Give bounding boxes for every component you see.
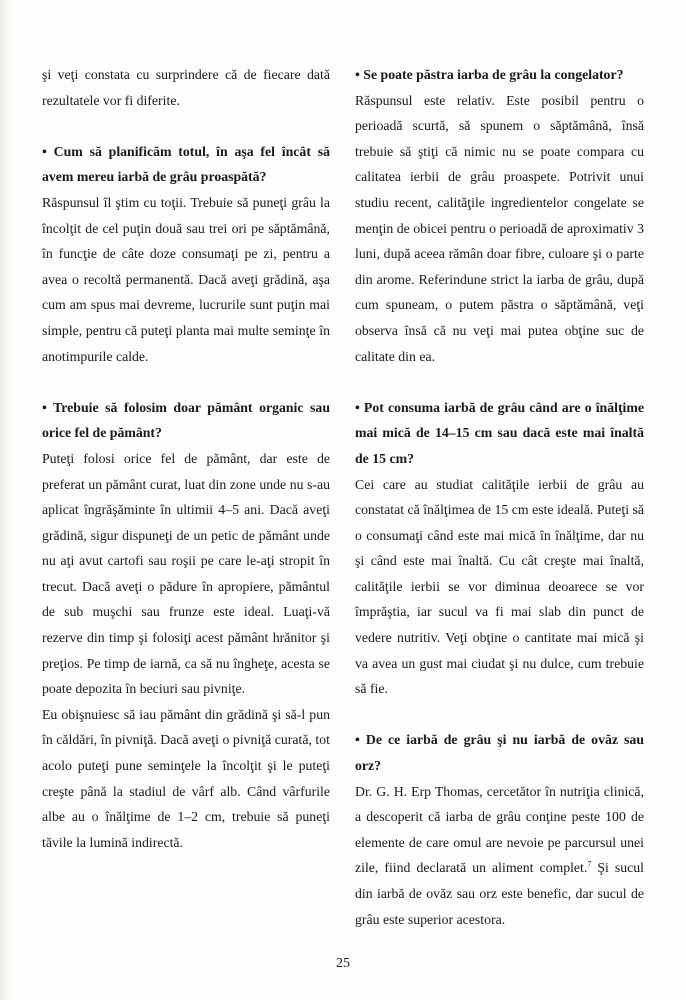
intro-paragraph: şi veţi constata cu surprindere că de fiecare dată rezultatele vor fi diferite. [42,67,330,108]
footnote-marker: 7 [587,859,592,869]
answer-paragraph: Răspunsul îl ştim cu toţii. Trebuie să puneţi grâu la încolţit de cel puţin două sau trei ori pe săptămână, în funcţie de câte doze consumaţi pe zi, pentru a avea o recoltă permanentă. Dacă aveţi grădină, aşa cum am spus mai devreme, lucrurile sunt puţin mai simple, pentru că puteţi planta mai multe seminţe în anotimpurile calde. [42,194,330,364]
question-heading: • Cum să planificăm totul, în aşa fel încât să avem mereu iarbă de grâu proaspătă? [42,143,330,185]
page-number: 25 [336,956,350,971]
answer-paragraph: Cei care au studiat calităţile ierbii de grâu au constatat că înălţimea de 15 cm este ideală. Puteţi să o consumaţi când este mai mică în înălţime, dar nu şi când este mai înaltă. Cu cât creşte mai înaltă, calităţile ierbii se vor diminua deoarece se vor împrăştia, iar sucul va fi mai slab din punct de vedere nutritiv. Veţi obţine o cantitate mai mică şi va avea un gust mai ciudat şi nu dulce, cum trebuie să fie. [355,476,644,697]
question-heading: • Se poate păstra iarba de grâu la congelator? [355,67,624,82]
answer-text: Şi sucul din iarbă de ovăz sau orz este benefic, dar sucul de grâu este superior acestora. [355,860,645,927]
answer-text: Dr. G. H. Erp Thomas, cercetător în nutriţia clinică, a descoperit că iarba de grâu conţine peste 100 de elemente de care omul are nevoie pe parcursul unei zile, fiind declarată un aliment complet. [355,783,644,876]
question-heading: • Trebuie să folosim doar pământ organic sau orice fel de pământ? [42,399,330,441]
page-edge-shadow [0,0,12,1000]
question-heading: • De ce iarbă de grâu şi nu iarbă de ovăz sau orz? [355,732,644,774]
answer-paragraph: Răspunsul este relativ. Este posibil pentru o perioadă scurtă, să spunem o săptămână, însă trebuie să ştiţi că nimic nu se poate compara cu calitatea ierbii de grâu proaspete. Potrivit unui studiu recent, calităţile ingredientelor congelate se menţin de obicei pentru o perioadă de aproximativ 3 luni, după aceea rămân doar fibre, culoare şi o parte din arome. Referindune strict la iarba de grâu, după cum spuneam, o putem păstra o săptămână, veţi observa însă că nu veţi mai putea obţine suc de calitate din ea. [355,92,644,364]
right-column [355,62,644,932]
question-heading: • Pot consuma iarbă de grâu când are o înălţime mai mică de 14–15 cm sau dacă este mai înaltă de 15 cm? [355,399,644,466]
answer-paragraph: Puteţi folosi orice fel de pământ, dar este de preferat un pământ curat, luat din zone unde nu s-au aplicat îngrăşăminte în ultimii 4–5 ani. Dacă aveţi grădină, sigur dispuneţi de un petic de pământ unde nu aţi avut cartofi sau roşii pe care le-aţi stropit în trecut. Dacă aveţi o pădure în apropiere, pământul de sub muşchi sau frunze este ideal. Luaţi-vă rezerve din timp şi folosiţi acest pământ hrănitor şi preţios. Pe timp de iarnă, ca să nu îngheţe, acesta se poate depozita în beciuri sau pivniţe. [42,450,330,697]
answer-paragraph: Eu obişnuiesc să iau pământ din grădină şi să-l pun în căldări, în pivniţă. Dacă aveţi o pivniţă curată, tot acolo puteţi pune seminţele la încolţit şi le puteţi creşte până la stadiul de vârf alb. Când vârfurile albe au o înălţime de 1–2 cm, trebuie să puneţi tăvile la lumină indirectă. [42,706,330,850]
answer-paragraph [355,779,644,933]
left-column [42,62,330,855]
